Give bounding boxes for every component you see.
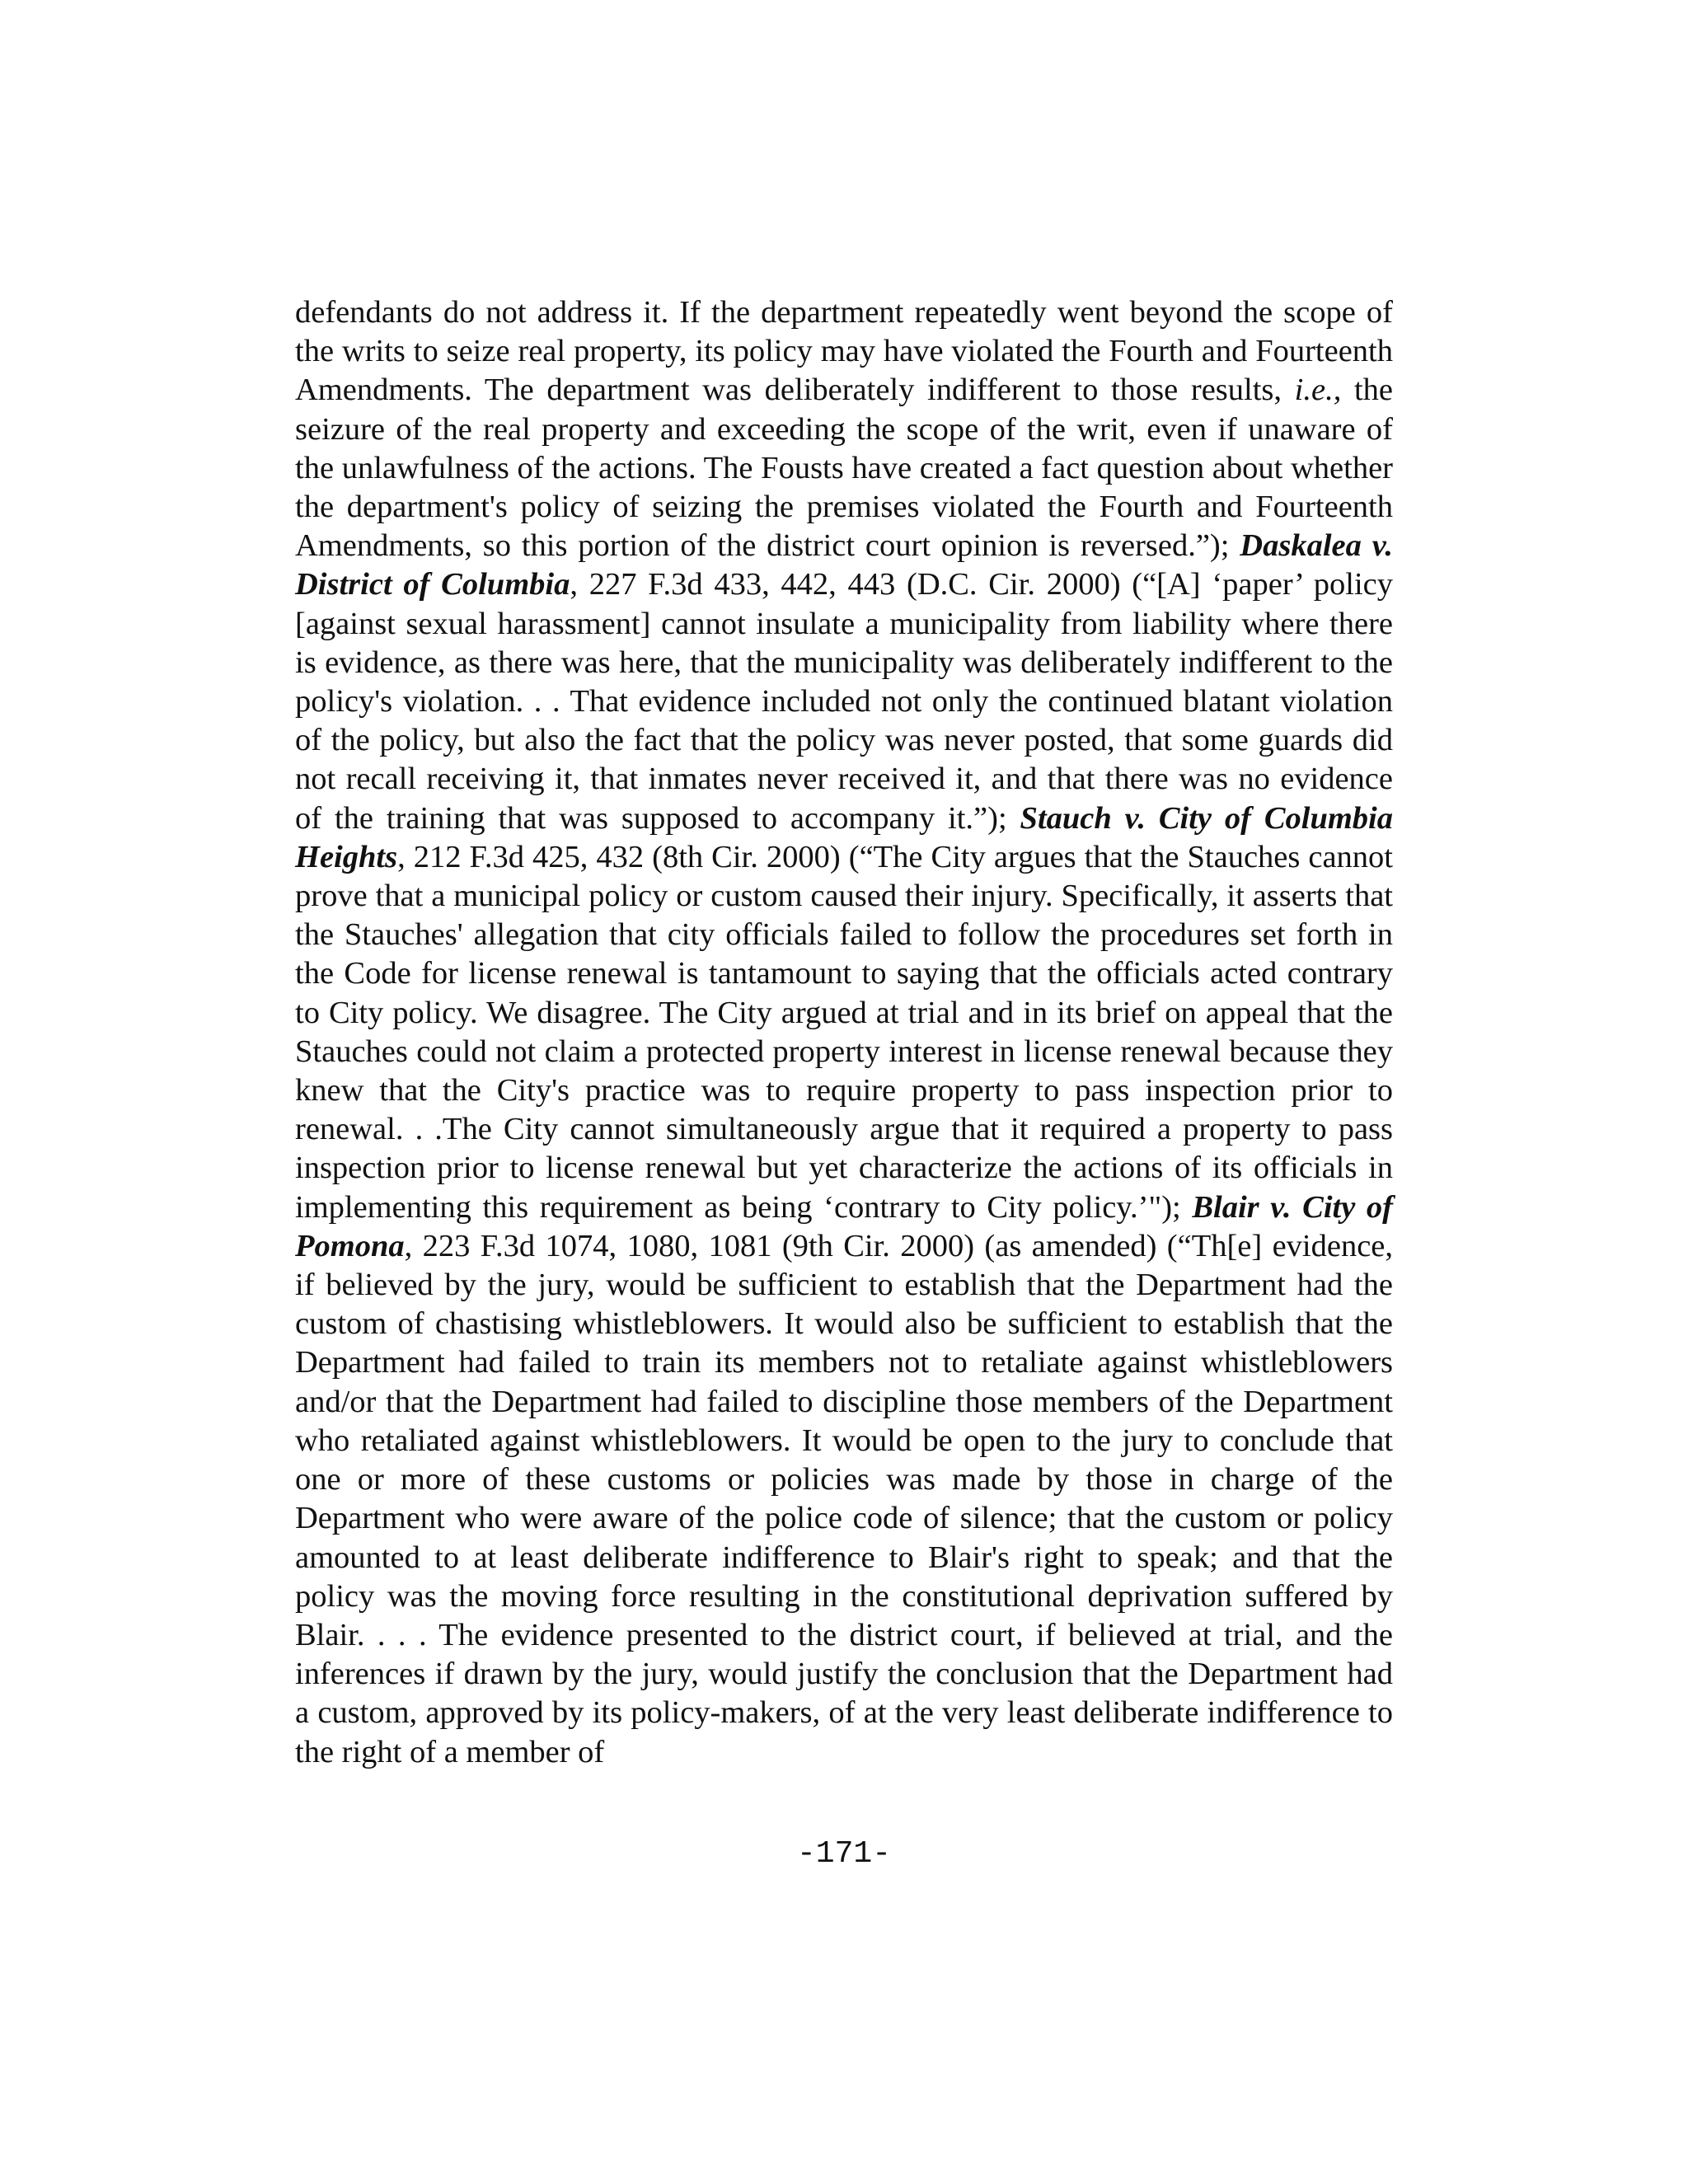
text-run: the seizure of the real property and exceeding the scope of the writ, even if unaware of the unlawfulness of the actions. The Fousts have created a fact question about whether the department's policy of seizing the premises violated the Fourth and Fourteenth Amendments, so this portion of the district court opinion is reversed.”);: [295, 373, 1393, 564]
text-run: , 223 F.3d 1074, 1080, 1081 (9th Cir. 2000) (as amended) (“Th[e] evidence, if believed by the jury, would be sufficient to establish that the Department had the custom of chastising whistleblowers. It would also be sufficient to establish that the Department had failed to train its members not to retaliate against whistleblowers and/or that the Department had failed to discipline those members of the Department who retaliated against whistleblowers. It would be open to the jury to conclude that one or more of these customs or policies was made by those in charge of the Department who were aware of the police code of silence; that the custom or policy amounted to at least deliberate indifference to Blair's right to speak; and that the policy was the moving force resulting in the constitutional deprivation suffered by Blair. . . . The evidence presented to the district court, if believed at trial, and the inferences if drawn by the jury, would justify the conclusion that the Department had a custom, approved by its policy-makers, of at the very least deliberate indifference to the right of a member of: [295, 1228, 1393, 1769]
case-name: Stauch v. City of Columbia Heights: [295, 800, 1394, 874]
case-name: Blair v. City of Pomona: [295, 1189, 1393, 1263]
page-number: -171-: [796, 1836, 892, 1872]
text-run: , 212 F.3d 425, 432 (8th Cir. 2000) (“The City argues that the Stauches cannot prove that a municipal policy or custom caused their injury. Specifically, it asserts that the Stauches' allegation that city officials failed to follow the procedures set forth in the Code for license renewal is tantamount to saying that the officials acted contrary to City policy. We disagree. The City argued at trial and in its brief on appeal that the Stauches could not claim a protected property interest in license renewal because they knew that the City's practice was to require property to pass inspection prior to renewal. . .The City cannot simultaneously argue that it required a property to pass inspection prior to license renewal but yet characterize the actions of its officials in implementing this requirement as being ‘contrary to City policy.’");: [295, 839, 1393, 1225]
body-paragraph: [295, 293, 1393, 1772]
text-run: defendants do not address it. If the department repeatedly went beyond the scope of the writs to seize real property, its policy may have violated the Fourth and Fourteenth Amendments. The department was deliberately indifferent to those results,: [295, 295, 1393, 408]
italic-abbreviation: i.e.,: [1294, 373, 1342, 408]
case-name: Daskalea v. District of Columbia: [295, 528, 1393, 602]
text-run: , 227 F.3d 433, 442, 443 (D.C. Cir. 2000) (“[A] ‘paper’ policy [against sexual harassment] cannot insulate a municipality from liability where there is evidence, as there was here, that the municipality was deliberately indifferent to the policy's violation. . . That evidence included not only the continued blatant violation of the policy, but also the fact that the policy was never posted, that some guards did not recall receiving it, that inmates never received it, and that there was no evidence of the training that was supposed to accompany it.”);: [295, 567, 1393, 836]
